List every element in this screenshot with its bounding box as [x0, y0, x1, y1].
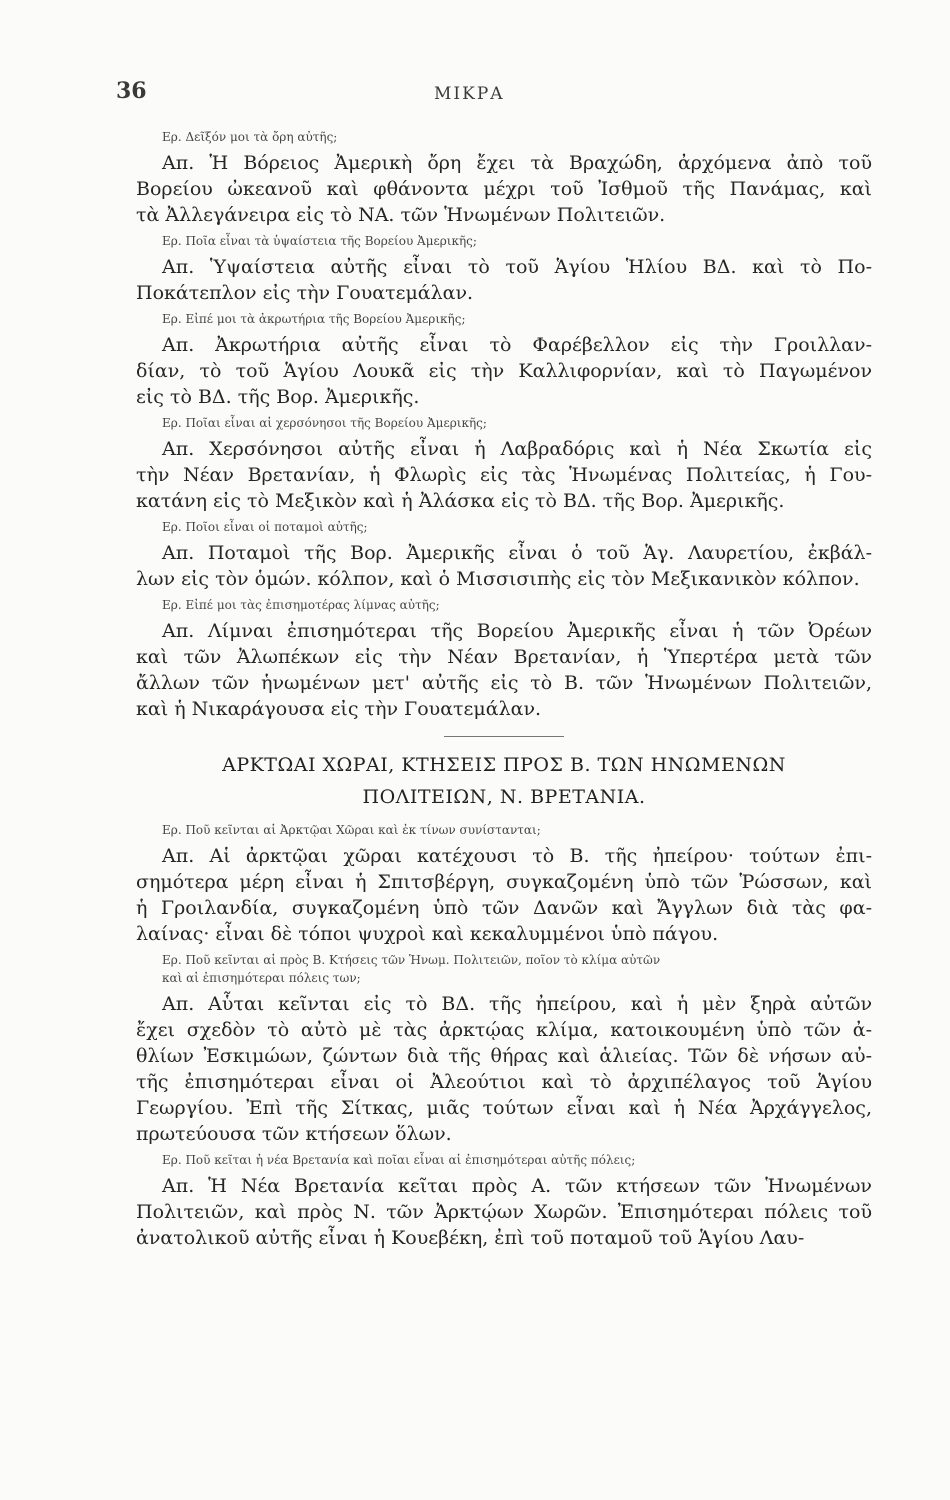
answer-line: εἰς τὸ ΒΔ. τῆς Βορ. Ἀμερικῆς.	[136, 386, 420, 408]
answer-line: τὰ Ἀλλεγάνειρα εἰς τὸ ΝΑ. τῶν Ἡνωμένων Πολιτειῶν.	[136, 204, 666, 226]
question-line: Ερ. Ποῖαι εἶναι αἱ χερσόνησοι τῆς Βορείου Ἀμερικῆς;	[162, 416, 487, 430]
answer-line: σημότερα μέρη εἶναι ἡ Σπιτσβέργη, συγκαζομένη ὑπὸ τῶν Ῥώσσων, καὶ	[136, 871, 872, 893]
answer-block	[136, 1173, 872, 1251]
question-line: καὶ αἱ ἐπισημότεραι πόλεις των;	[162, 971, 361, 985]
answer-line: δίαν, τὸ τοῦ Ἁγίου Λουκᾶ εἰς τὴν Καλλιφορνίαν, καὶ τὸ Παγωμένον	[136, 360, 872, 382]
qa-section-north-america	[136, 128, 872, 726]
answer-line: Απ. Λίμναι ἐπισημότεραι τῆς Βορείου Ἀμερικῆς εἶναι ἡ τῶν Ὀρέων	[162, 620, 872, 642]
question-block	[136, 310, 872, 328]
answer-line: Απ. Ἡ Βόρειος Ἀμερικὴ ὄρη ἔχει τὰ Βραχώδη, ἀρχόμενα ἀπὸ τοῦ	[162, 152, 872, 174]
answer-line: Απ. Ποταμοὶ τῆς Βορ. Ἀμερικῆς εἶναι ὁ τοῦ Ἁγ. Λαυρετίου, ἐκβάλ-	[162, 542, 872, 564]
question-line: Ερ. Εἰπέ μοι τὰ ἀκρωτήρια τῆς Βορείου Ἀμερικῆς;	[162, 312, 466, 326]
answer-line: κατάνη εἰς τὸ Μεξικὸν καὶ ἡ Ἀλάσκα εἰς τὸ ΒΔ. τῆς Βορ. Ἀμερικῆς.	[136, 490, 785, 512]
question-line: Ερ. Ποῦ κεῖνται αἱ πρὸς Β. Κτήσεις τῶν Ἡνωμ. Πολιτειῶν, ποῖον τὸ κλίμα αὐτῶν	[162, 953, 661, 967]
answer-block	[136, 436, 872, 514]
page-number: 36	[116, 78, 147, 104]
question-line: Ερ. Ποῖοι εἶναι οἱ ποταμοὶ αὐτῆς;	[162, 520, 368, 534]
answer-block	[136, 618, 872, 722]
question-block	[136, 596, 872, 614]
answer-line: Πολιτειῶν, καὶ πρὸς Ν. τῶν Ἀρκτῴων Χωρῶν. Ἐπισημότεραι πόλεις τοῦ	[136, 1201, 872, 1223]
answer-line: λων εἰς τὸν ὁμών. κόλπον, καὶ ὁ Μισσισιπὴς εἰς τὸν Μεξικανικὸν κόλπον.	[136, 568, 860, 590]
answer-line: καὶ ἡ Νικαράγουσα εἰς τὴν Γουατεμάλαν.	[136, 698, 542, 720]
page-header	[116, 78, 876, 118]
answer-block	[136, 254, 872, 306]
answer-line: ἄλλων τῶν ἡνωμένων μετ' αὐτῆς εἰς τὸ Β. τῶν Ἡνωμένων Πολιτειῶν,	[136, 672, 872, 694]
section-heading-line-1: ΑΡΚΤΩΑΙ ΧΩΡΑΙ, ΚΤΗΣΕΙΣ ΠΡΟΣ Β. ΤΩΝ ΗΝΩΜΕΝΩΝ	[222, 754, 786, 776]
answer-line: θλίων Ἐσκιμώων, ζώντων διὰ τῆς θήρας καὶ ἁλιείας. Τῶν δὲ νήσων αὐ-	[136, 1045, 872, 1067]
answer-block	[136, 991, 872, 1147]
question-line: Ερ. Ποῖα εἶναι τὰ ὑψαίστεια τῆς Βορείου Ἀμερικῆς;	[162, 234, 477, 248]
answer-line: Ποκάτεπλον εἰς τὴν Γουατεμάλαν.	[136, 282, 474, 304]
answer-line: Απ. Ἀκρωτήρια αὐτῆς εἶναι τὸ Φαρέβελλον εἰς τὴν Γροιλλαν-	[162, 334, 872, 356]
answer-line: Απ. Ἡ Νέα Βρετανία κεῖται πρὸς Α. τῶν κτήσεων τῶν Ἡνωμένων	[162, 1175, 872, 1197]
question-block	[136, 414, 872, 432]
answer-line: Απ. Αἱ ἀρκτῷαι χῶραι κατέχουσι τὸ Β. τῆς ἠπείρου· τούτων ἐπι-	[162, 845, 872, 867]
question-line: Ερ. Εἰπέ μοι τὰς ἐπισημοτέρας λίμνας αὐτῆς;	[162, 598, 440, 612]
question-block	[136, 951, 872, 987]
question-block	[136, 1151, 872, 1169]
answer-line: Βορείου ὠκεανοῦ καὶ φθάνοντα μέχρι τοῦ Ἰσθμοῦ τῆς Πανάμας, καὶ	[136, 178, 872, 200]
answer-block	[136, 150, 872, 228]
question-line: Ερ. Δεῖξόν μοι τὰ ὄρη αὐτῆς;	[162, 130, 338, 144]
answer-line: ἀνατολικοῦ αὐτῆς εἶναι ἡ Κουεβέκη, ἐπὶ τοῦ ποταμοῦ τοῦ Ἁγίου Λαυ-	[136, 1227, 805, 1249]
body-text	[136, 128, 872, 1255]
answer-line: Απ. Ὑψαίστεια αὐτῆς εἶναι τὸ τοῦ Ἁγίου Ἡλίου ΒΔ. καὶ τὸ Πο-	[162, 256, 872, 278]
question-block	[136, 518, 872, 536]
answer-line: Γεωργίου. Ἐπὶ τῆς Σίτκας, μιᾶς τούτων εἶναι καὶ ἡ Νέα Ἀρχάγγελος,	[136, 1097, 872, 1119]
section-divider	[444, 736, 564, 737]
answer-line: καὶ τῶν Ἀλωπέκων εἰς τὴν Νέαν Βρετανίαν, ἡ Ὑπερτέρα μετὰ τῶν	[136, 646, 872, 668]
answer-line: Απ. Χερσόνησοι αὐτῆς εἶναι ἡ Λαβραδόρις καὶ ἡ Νέα Σκωτία εἰς	[162, 438, 872, 460]
answer-line: ἡ Γροιλανδία, συγκαζομένη ὑπὸ τῶν Δανῶν καὶ Ἄγγλων διὰ τὰς φα-	[136, 897, 872, 919]
question-line: Ερ. Ποῦ κεῖνται αἱ Ἀρκτῷαι Χῶραι καὶ ἐκ τίνων συνίστανται;	[162, 823, 541, 837]
question-block	[136, 128, 872, 146]
qa-section-arctic-lands	[136, 821, 872, 1255]
answer-block	[136, 540, 872, 592]
answer-line: τῆς ἐπισημότεραι εἶναι οἱ Ἀλεούτιοι καὶ τὸ ἀρχιπέλαγος τοῦ Ἁγίου	[136, 1071, 872, 1093]
question-line: Ερ. Ποῦ κεῖται ἡ νέα Βρετανία καὶ ποῖαι εἶναι αἱ ἐπισημότεραι αὐτῆς πόλεις;	[162, 1153, 636, 1167]
question-block	[136, 821, 872, 839]
answer-line: πρωτεύουσα τῶν κτήσεων ὅλων.	[136, 1123, 452, 1145]
answer-line: λαίνας· εἶναι δὲ τόποι ψυχροὶ καὶ κεκαλυμμένοι ὑπὸ πάγου.	[136, 923, 719, 945]
section-heading-line-2: ΠΟΛΙΤΕΙΩΝ, Ν. ΒΡΕΤΑΝΙΑ.	[362, 786, 646, 808]
running-head: ΜΙΚΡΑ	[434, 84, 505, 104]
answer-block	[136, 332, 872, 410]
answer-line: τὴν Νέαν Βρετανίαν, ἡ Φλωρὶς εἰς τὰς Ἡνωμένας Πολιτείας, ἡ Γου-	[136, 464, 872, 486]
answer-line: ἔχει σχεδὸν τὸ αὐτὸ μὲ τὰς ἀρκτῴας κλίμα, κατοικουμένη ὑπὸ τῶν ἀ-	[136, 1019, 872, 1041]
answer-line: Απ. Αὗται κεῖνται εἰς τὸ ΒΔ. τῆς ἠπείρου, καὶ ἡ μὲν ξηρὰ αὐτῶν	[162, 993, 872, 1015]
question-block	[136, 232, 872, 250]
answer-block	[136, 843, 872, 947]
